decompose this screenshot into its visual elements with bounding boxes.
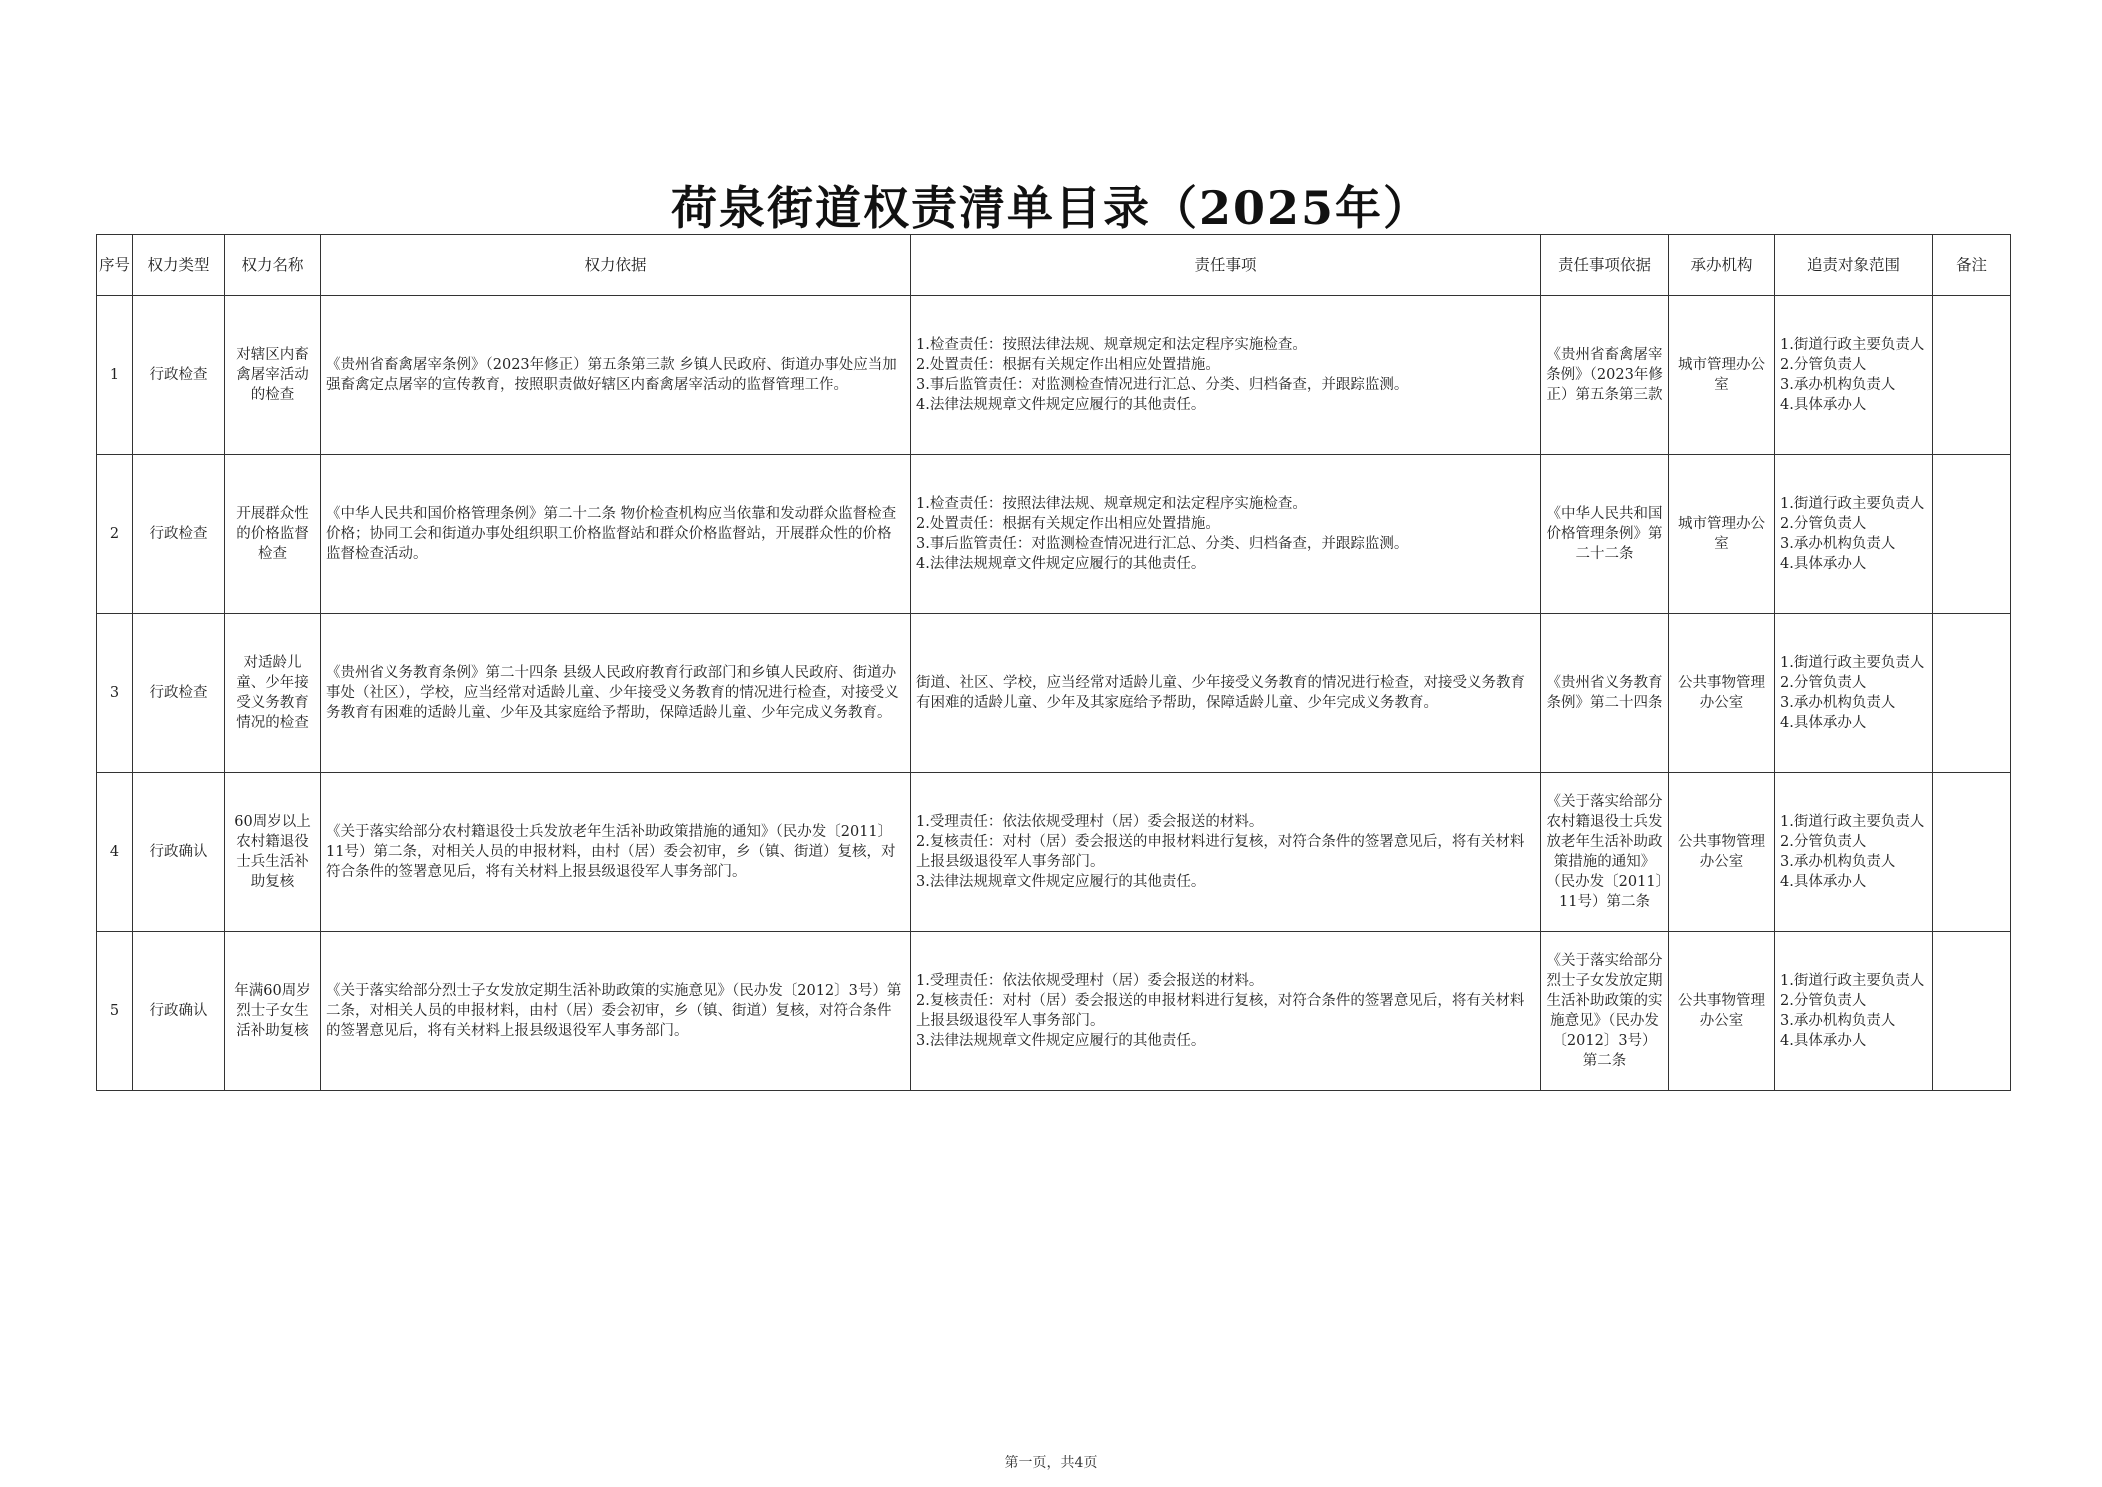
cell-duty-basis: 《贵州省义务教育条例》第二十四条 (1541, 614, 1669, 773)
header-note: 备注 (1933, 235, 2011, 296)
table-row (97, 773, 2011, 932)
cell-dept: 公共事物管理办公室 (1669, 614, 1775, 773)
cell-type: 行政确认 (133, 773, 225, 932)
cell-duty-basis: 《中华人民共和国价格管理条例》第二十二条 (1541, 455, 1669, 614)
cell-seq: 3 (97, 614, 133, 773)
cell-basis: 《关于落实给部分烈士子女发放定期生活补助政策的实施意见》（民办发〔2012〕3号）第二条，对相关人员的申报材料，由村（居）委会初审，乡（镇、街道）复核，对符合条件的签署意见后，将有关材料上报县级退役军人事务部门。 (321, 932, 911, 1091)
cell-type: 行政检查 (133, 614, 225, 773)
cell-name: 对适龄儿童、少年接受义务教育情况的检查 (225, 614, 321, 773)
cell-seq: 2 (97, 455, 133, 614)
document-title: 荷泉街道权责清单目录（2025年） (670, 181, 1432, 235)
cell-basis: 《贵州省畜禽屠宰条例》（2023年修正）第五条第三款 乡镇人民政府、街道办事处应当加强畜禽定点屠宰的宣传教育，按照职责做好辖区内畜禽屠宰活动的监督管理工作。 (321, 296, 911, 455)
header-name: 权力名称 (225, 235, 321, 296)
cell-dept: 公共事物管理办公室 (1669, 932, 1775, 1091)
cell-scope: 1.街道行政主要负责人 2.分管负责人 3.承办机构负责人 4.具体承办人 (1775, 932, 1933, 1091)
table-row (97, 296, 2011, 455)
cell-note (1933, 932, 2011, 1091)
cell-dept: 公共事物管理办公室 (1669, 773, 1775, 932)
cell-name: 年满60周岁烈士子女生活补助复核 (225, 932, 321, 1091)
responsibility-table (96, 234, 2011, 1091)
cell-basis: 《中华人民共和国价格管理条例》第二十二条 物价检查机构应当依靠和发动群众监督检查价格；协同工会和街道办事处组织职工价格监督站和群众价格监督站，开展群众性的价格监督检查活动。 (321, 455, 911, 614)
header-dept: 承办机构 (1669, 235, 1775, 296)
cell-duty-basis: 《关于落实给部分农村籍退役士兵发放老年生活补助政策措施的通知》（民办发〔2011〕11号）第二条 (1541, 773, 1669, 932)
cell-type: 行政检查 (133, 455, 225, 614)
cell-duty: 街道、社区、学校，应当经常对适龄儿童、少年接受义务教育的情况进行检查，对接受义务教育有困难的适龄儿童、少年及其家庭给予帮助，保障适龄儿童、少年完成义务教育。 (911, 614, 1541, 773)
cell-scope: 1.街道行政主要负责人 2.分管负责人 3.承办机构负责人 4.具体承办人 (1775, 614, 1933, 773)
table-header-row (97, 235, 2011, 296)
cell-scope: 1.街道行政主要负责人 2.分管负责人 3.承办机构负责人 4.具体承办人 (1775, 296, 1933, 455)
page-number: 第一页，共4页 (1004, 1455, 1098, 1471)
cell-note (1933, 296, 2011, 455)
cell-seq: 5 (97, 932, 133, 1091)
header-scope: 追责对象范围 (1775, 235, 1933, 296)
cell-duty: 1.受理责任：依法依规受理村（居）委会报送的材料。 2.复核责任：对村（居）委会报送的申报材料进行复核，对符合条件的签署意见后，将有关材料上报县级退役军人事务部门。 3.法律法规规章文件规定应履行的其他责任。 (911, 773, 1541, 932)
cell-seq: 1 (97, 296, 133, 455)
cell-note (1933, 773, 2011, 932)
cell-duty-basis: 《关于落实给部分烈士子女发放定期生活补助政策的实施意见》（民办发〔2012〕3号）第二条 (1541, 932, 1669, 1091)
cell-name: 开展群众性的价格监督检查 (225, 455, 321, 614)
cell-duty: 1.检查责任：按照法律法规、规章规定和法定程序实施检查。 2.处置责任：根据有关规定作出相应处置措施。 3.事后监管责任：对监测检查情况进行汇总、分类、归档备查，并跟踪监测。 4.法律法规规章文件规定应履行的其他责任。 (911, 296, 1541, 455)
cell-seq: 4 (97, 773, 133, 932)
cell-type: 行政确认 (133, 932, 225, 1091)
header-basis: 权力依据 (321, 235, 911, 296)
cell-duty: 1.检查责任：按照法律法规、规章规定和法定程序实施检查。 2.处置责任：根据有关规定作出相应处置措施。 3.事后监管责任：对监测检查情况进行汇总、分类、归档备查，并跟踪监测。 4.法律法规规章文件规定应履行的其他责任。 (911, 455, 1541, 614)
table-row (97, 614, 2011, 773)
cell-scope: 1.街道行政主要负责人 2.分管负责人 3.承办机构负责人 4.具体承办人 (1775, 455, 1933, 614)
cell-basis: 《关于落实给部分农村籍退役士兵发放老年生活补助政策措施的通知》（民办发〔2011〕11号）第二条，对相关人员的申报材料，由村（居）委会初审，乡（镇、街道）复核，对符合条件的签署意见后，将有关材料上报县级退役军人事务部门。 (321, 773, 911, 932)
cell-note (1933, 614, 2011, 773)
cell-basis: 《贵州省义务教育条例》第二十四条 县级人民政府教育行政部门和乡镇人民政府、街道办事处（社区），学校，应当经常对适龄儿童、少年接受义务教育的情况进行检查，对接受义务教育有困难的适龄儿童、少年及其家庭给予帮助，保障适龄儿童、少年完成义务教育。 (321, 614, 911, 773)
header-duty: 责任事项 (911, 235, 1541, 296)
cell-dept: 城市管理办公室 (1669, 296, 1775, 455)
table-row (97, 455, 2011, 614)
cell-name: 对辖区内畜禽屠宰活动的检查 (225, 296, 321, 455)
cell-duty: 1.受理责任：依法依规受理村（居）委会报送的材料。 2.复核责任：对村（居）委会报送的申报材料进行复核，对符合条件的签署意见后，将有关材料上报县级退役军人事务部门。 3.法律法规规章文件规定应履行的其他责任。 (911, 932, 1541, 1091)
header-seq: 序号 (97, 235, 133, 296)
cell-name: 60周岁以上农村籍退役士兵生活补助复核 (225, 773, 321, 932)
cell-note (1933, 455, 2011, 614)
cell-scope: 1.街道行政主要负责人 2.分管负责人 3.承办机构负责人 4.具体承办人 (1775, 773, 1933, 932)
cell-duty-basis: 《贵州省畜禽屠宰条例》（2023年修正）第五条第三款 (1541, 296, 1669, 455)
cell-type: 行政检查 (133, 296, 225, 455)
header-type: 权力类型 (133, 235, 225, 296)
cell-dept: 城市管理办公室 (1669, 455, 1775, 614)
table-row (97, 932, 2011, 1091)
header-duty-basis: 责任事项依据 (1541, 235, 1669, 296)
